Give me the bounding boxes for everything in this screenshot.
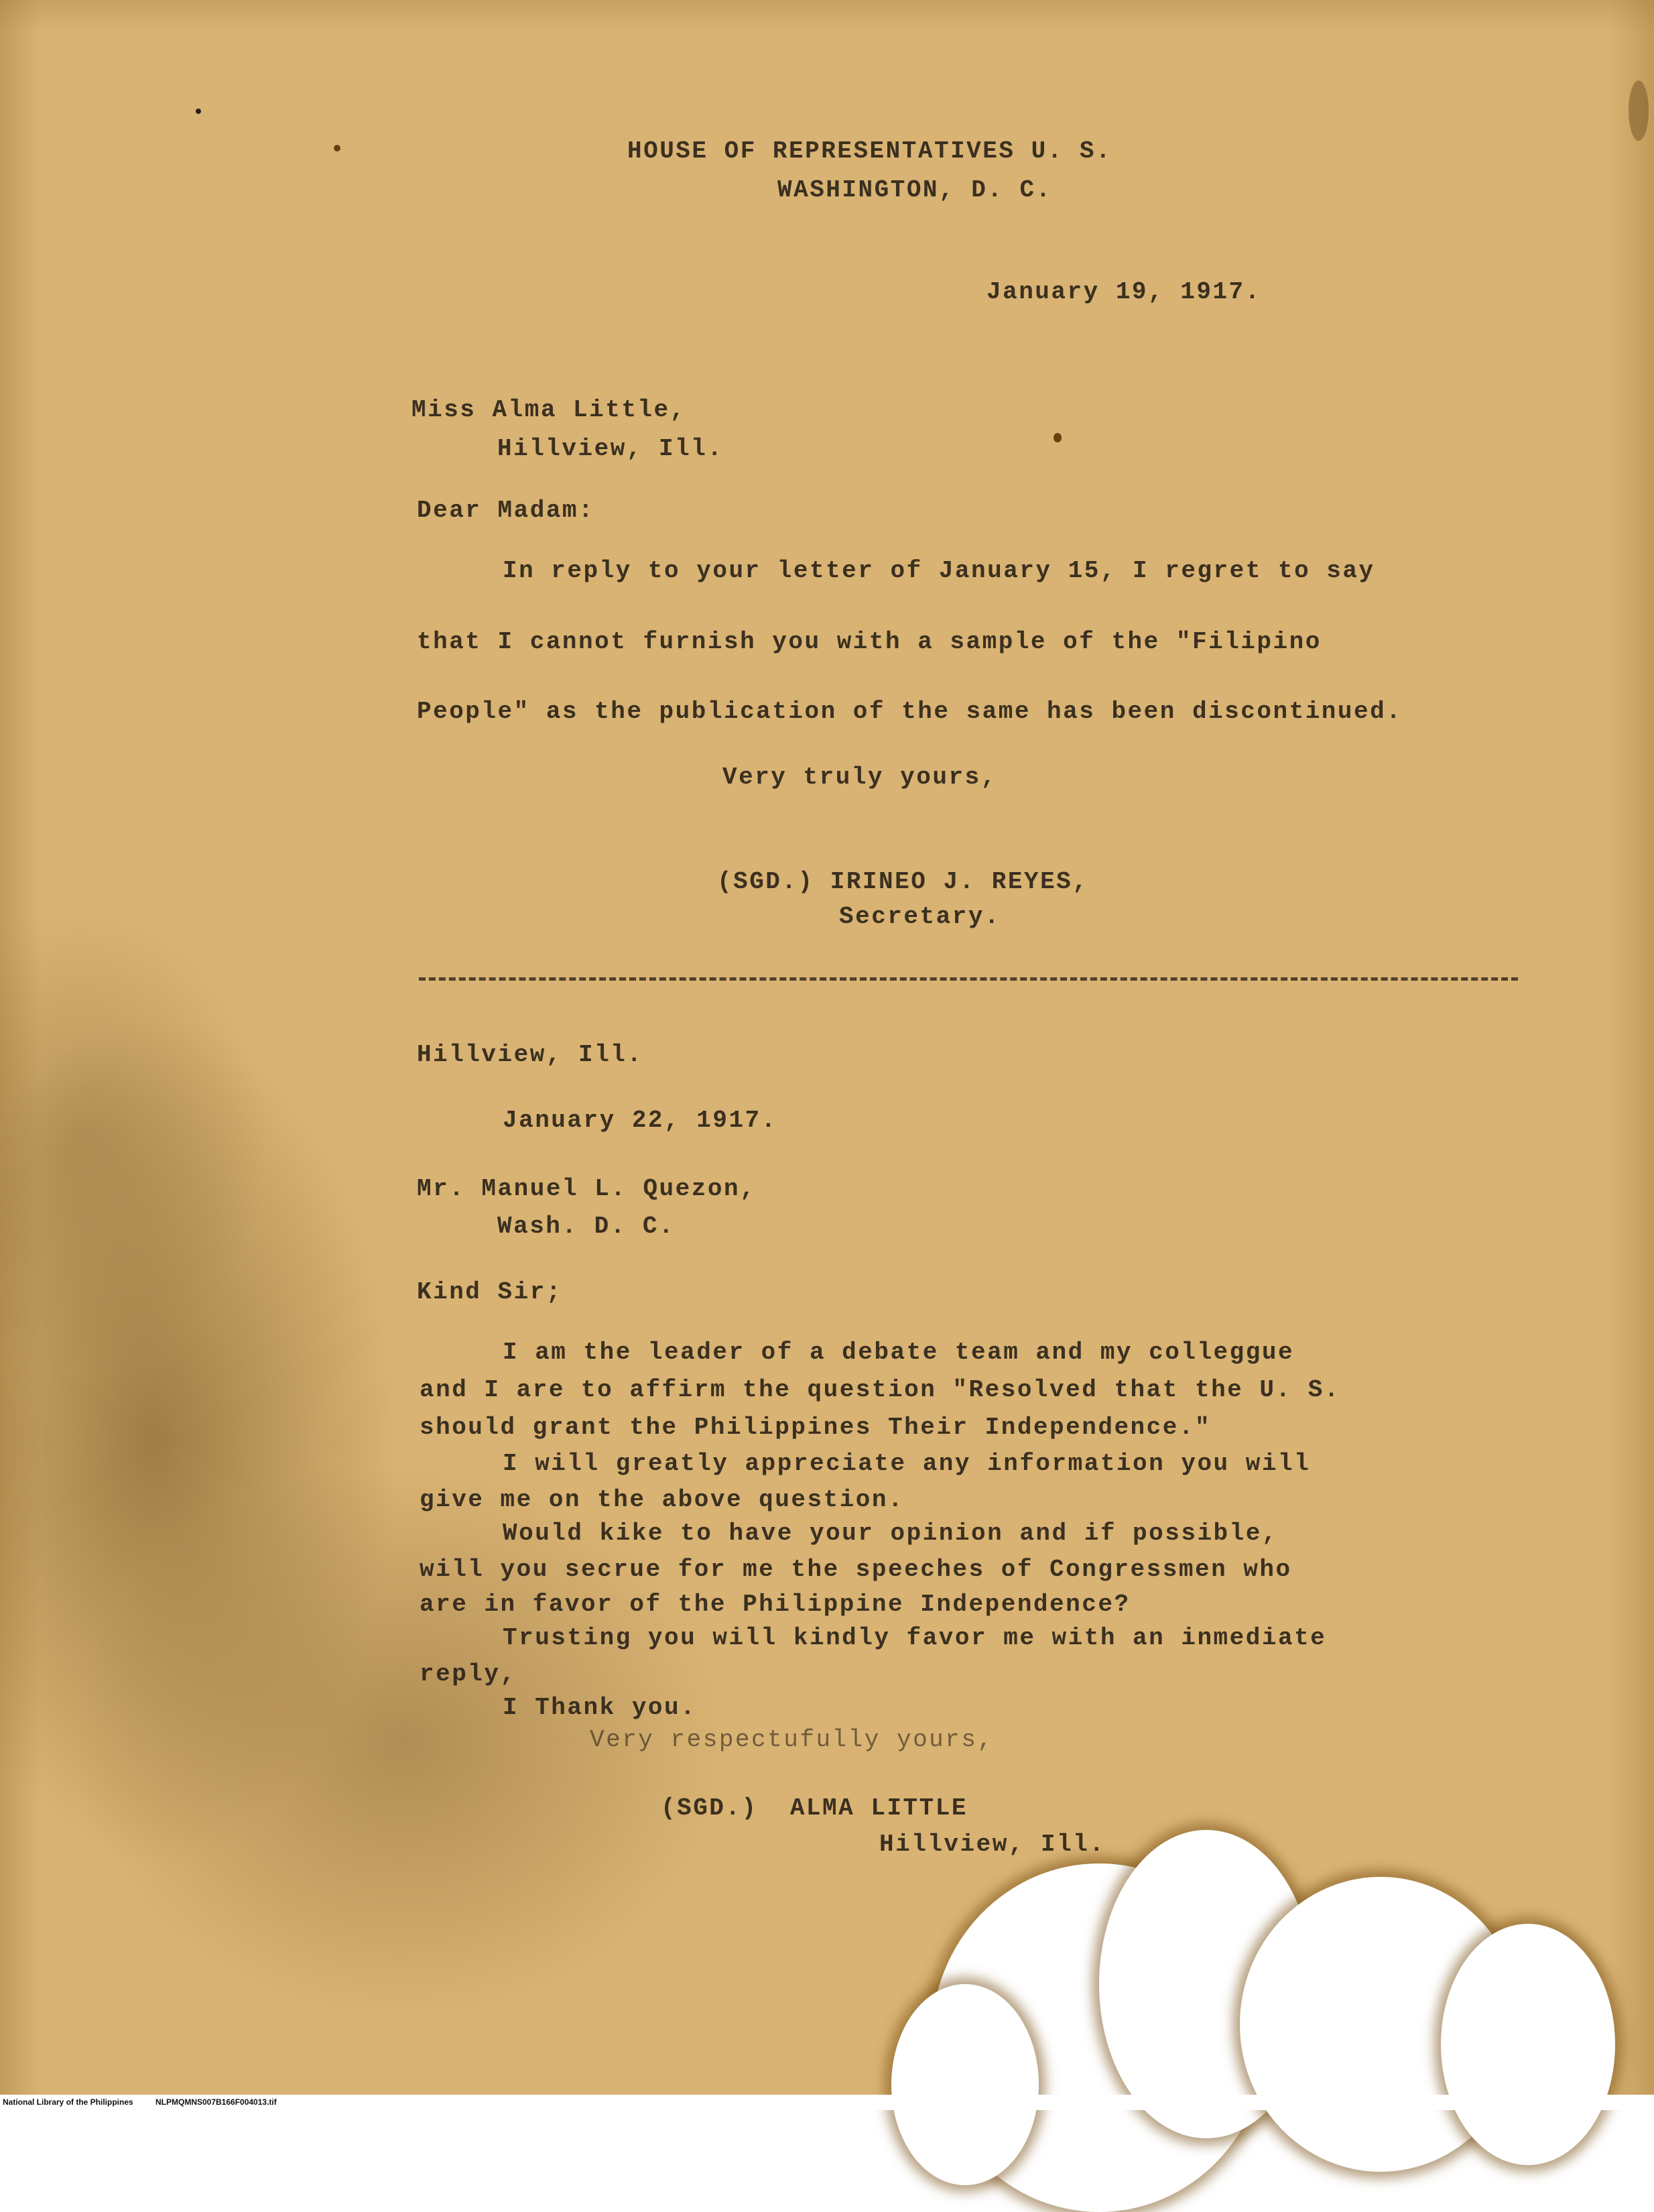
- letterhead-line: HOUSE OF REPRESENTATIVES U. S.: [627, 137, 1112, 165]
- body-line: give me on the above question.: [420, 1486, 905, 1514]
- body-line: and I are to affirm the question "Resolved that the U. S.: [420, 1376, 1340, 1404]
- closing: Very truly yours,: [722, 763, 997, 791]
- letter-date: January 22, 1917.: [503, 1107, 777, 1134]
- addressee-line: Mr. Manuel L. Quezon,: [417, 1175, 757, 1203]
- signature: (SGD.) ALMA LITTLE: [661, 1794, 968, 1822]
- body-line: I will greatly appreciate any information you will: [503, 1450, 1311, 1477]
- signature: (SGD.) IRINEO J. REYES,: [717, 868, 1089, 896]
- addressee-line: Miss Alma Little,: [411, 396, 686, 424]
- addressee-line: Hillview, Ill.: [497, 435, 724, 463]
- dashed-divider: [419, 977, 1518, 981]
- salutation: Dear Madam:: [417, 497, 595, 524]
- body-line: Would kike to have your opinion and if possible,: [503, 1520, 1278, 1547]
- signature-place: Hillview, Ill.: [879, 1831, 1106, 1858]
- closing: Very respectufully yours,: [590, 1726, 994, 1754]
- salutation: Kind Sir;: [417, 1278, 562, 1306]
- footer-institution: National Library of the Philippines: [3, 2097, 133, 2107]
- signature-title: Secretary.: [839, 903, 1001, 930]
- body-line: are in favor of the Philippine Independence?: [420, 1591, 1131, 1618]
- body-line: will you secrue for me the speeches of Congressmen who: [420, 1556, 1292, 1583]
- burned-paper-area: [1441, 1924, 1615, 2165]
- body-line: should grant the Philippines Their Independence.": [420, 1414, 1212, 1441]
- body-line: In reply to your letter of January 15, I regret to say: [503, 557, 1375, 585]
- letterhead-line: WASHINGTON, D. C.: [777, 176, 1052, 204]
- body-line: reply,: [420, 1660, 517, 1688]
- burned-paper-area: [891, 1984, 1039, 2185]
- letter-date: January 19, 1917.: [987, 278, 1261, 306]
- footer-file-id: NLPMQMNS007B166F004013.tif: [155, 2097, 277, 2107]
- body-line: I Thank you.: [503, 1694, 697, 1721]
- body-line: that I cannot furnish you with a sample of the "Filipino: [417, 628, 1322, 656]
- addressee-line: Wash. D. C.: [497, 1213, 676, 1240]
- stain-spot: [196, 109, 201, 114]
- stain-spot: [1629, 80, 1649, 141]
- body-line: People" as the publication of the same has been discontinued.: [417, 698, 1403, 725]
- body-line: I am the leader of a debate team and my colleggue: [503, 1339, 1295, 1366]
- stain-spot: [1054, 433, 1062, 442]
- sender-place: Hillview, Ill.: [417, 1041, 643, 1068]
- body-line: Trusting you will kindly favor me with an inmediate: [503, 1624, 1327, 1652]
- stain-spot: [334, 145, 340, 151]
